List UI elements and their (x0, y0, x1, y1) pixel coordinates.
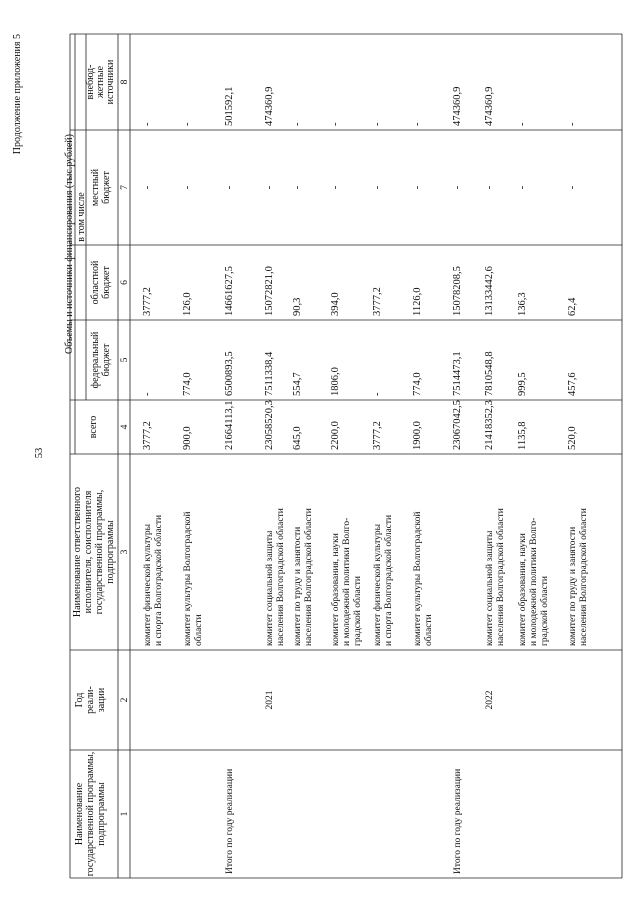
header-col1-line: подпрограммы (96, 782, 107, 846)
row-executor: населения Волгоградской области (304, 508, 314, 646)
header-col2-line: реали- (85, 686, 96, 714)
row-federal: 7810548,8 (484, 351, 495, 396)
row-total: 2200,0 (330, 421, 341, 450)
header-col3-line: Наименование ответственного (72, 486, 83, 618)
row-offbudget: - (517, 122, 528, 126)
column-number: 3 (120, 549, 130, 555)
row-total: 645,0 (292, 426, 303, 450)
header-incl: в том числе (76, 192, 87, 242)
header-offbudget-line: жетные (95, 65, 106, 99)
row-year: 2021 (265, 690, 275, 710)
header-col1-line: государственной программы, (85, 751, 96, 877)
row-label: Итого по году реализации (453, 768, 463, 874)
header-regional-line: бюджет (101, 266, 112, 299)
row-executor: градской области (540, 575, 550, 646)
row-executor: комитет культуры Волгоградской (183, 511, 193, 646)
row-local: - (567, 185, 578, 190)
row-regional: 3777,2 (372, 287, 383, 316)
row-year: 2022 (485, 690, 495, 710)
row-federal: 457,6 (567, 372, 578, 396)
header-volumes: Объемы и источники финансирования (тыс.рублей) (64, 134, 75, 354)
row-offbudget: - (142, 122, 153, 126)
column-number: 2 (120, 697, 130, 703)
header-col3-line: подпрограммы (105, 520, 116, 584)
header-federal-line: бюджет (101, 343, 112, 377)
row-local: - (412, 185, 423, 190)
column-number: 4 (120, 424, 130, 430)
row-offbudget: - (372, 122, 383, 126)
header-regional-line: областной (90, 260, 101, 305)
row-federal: 999,5 (517, 372, 528, 396)
row-executor: градской области (353, 575, 363, 646)
row-local: - (182, 185, 193, 190)
row-offbudget: - (182, 122, 193, 126)
continuation-label: Продолжение приложения 5 (12, 34, 23, 155)
page-number: 53 (34, 447, 45, 459)
row-local: - (452, 185, 463, 190)
row-total: 23067042,5 (452, 400, 463, 450)
row-executor: комитет образования, науки (331, 533, 341, 646)
row-executor: населения Волгоградской области (276, 508, 286, 646)
row-regional: 15072821,0 (264, 266, 275, 316)
row-total: 23058520,3 (264, 400, 275, 450)
row-executor: и молодежной политики Волго- (342, 517, 352, 646)
header-col1-line: Наименование (74, 782, 85, 846)
row-local: - (484, 185, 495, 190)
row-regional: 126,0 (182, 292, 193, 316)
row-executor: области (194, 614, 204, 646)
row-executor: и спорта Волгоградской области (154, 514, 164, 646)
header-col3-line: государственной программы, (94, 489, 105, 615)
row-executor: области (424, 614, 434, 646)
row-regional: 1126,0 (412, 287, 423, 316)
row-total: 1135,8 (517, 421, 528, 450)
row-executor: и молодежной политики Волго- (529, 517, 539, 646)
row-regional: 136,3 (517, 292, 528, 316)
row-offbudget: 474360,9 (452, 86, 463, 126)
row-regional: 15078208,5 (452, 266, 463, 316)
column-number: 7 (120, 185, 130, 190)
header-federal-line: федеральный (90, 331, 101, 389)
row-total: 21418352,3 (484, 400, 495, 450)
row-executor: населения Волгоградской области (496, 508, 506, 646)
row-regional: 14661627,5 (224, 266, 235, 316)
row-executor: населения Волгоградской области (579, 508, 589, 646)
row-regional: 394,0 (330, 292, 341, 316)
row-regional: 3777,2 (142, 287, 153, 316)
row-local: - (330, 185, 341, 190)
header-col2-line: Год (74, 692, 85, 708)
header-col3-line: исполнителя, соисполнителя (83, 490, 94, 614)
row-federal: 6500893,5 (224, 351, 235, 396)
header-col2-line: зации (96, 687, 107, 713)
row-regional: 13133442,6 (484, 266, 495, 316)
header-local-line: бюджет (101, 171, 112, 204)
row-local: - (224, 185, 235, 190)
row-total: 1900,0 (412, 421, 423, 450)
row-executor: комитет физической культуры (373, 524, 383, 646)
row-local: - (372, 185, 383, 190)
row-federal: 774,0 (182, 372, 193, 396)
column-number: 1 (120, 811, 130, 817)
row-total: 21664113,1 (224, 400, 235, 450)
table-frame (70, 34, 622, 878)
row-local: - (142, 185, 153, 190)
row-offbudget: - (567, 122, 578, 126)
column-number: 8 (120, 79, 130, 85)
row-offbudget: 474360,9 (264, 86, 275, 126)
row-total: 3777,2 (372, 421, 383, 450)
row-label: Итого по году реализации (225, 768, 235, 874)
row-executor: и спорта Волгоградской области (384, 514, 394, 646)
row-executor: комитет по труду и занятости (568, 526, 578, 646)
row-offbudget: 501592,1 (224, 86, 235, 126)
row-executor: комитет культуры Волгоградской (413, 511, 423, 646)
header-local-line: местный (90, 168, 101, 207)
row-local: - (292, 185, 303, 190)
row-executor: комитет по труду и занятости (293, 526, 303, 646)
row-regional: 90,3 (292, 297, 303, 316)
row-federal: 554,7 (292, 372, 303, 396)
row-offbudget: - (292, 122, 303, 126)
row-executor: комитет социальной защиты (265, 530, 275, 646)
header-offbudget-line: внебюд- (85, 64, 96, 100)
row-federal: 774,0 (412, 372, 423, 396)
row-total: 900,0 (182, 426, 193, 450)
row-total: 3777,2 (142, 421, 153, 450)
row-local: - (517, 185, 528, 190)
column-number: 6 (120, 280, 130, 285)
row-federal: 1806,0 (330, 367, 341, 396)
row-offbudget: - (412, 122, 423, 126)
row-federal: - (142, 392, 153, 396)
row-executor: комитет физической культуры (143, 524, 153, 646)
row-federal: 7511338,4 (264, 351, 275, 396)
row-local: - (264, 185, 275, 190)
row-total: 520,0 (567, 426, 578, 450)
row-federal: - (372, 392, 383, 396)
header-offbudget-line: источники (105, 59, 116, 105)
header-total: всего (88, 415, 99, 439)
row-federal: 7514473,1 (452, 351, 463, 396)
row-offbudget: - (330, 122, 341, 126)
row-offbudget: 474360,9 (484, 86, 495, 126)
row-regional: 62,4 (567, 297, 578, 316)
column-number: 5 (120, 357, 130, 363)
row-executor: комитет образования, науки (518, 533, 528, 646)
row-executor: комитет социальной защиты (485, 530, 495, 646)
